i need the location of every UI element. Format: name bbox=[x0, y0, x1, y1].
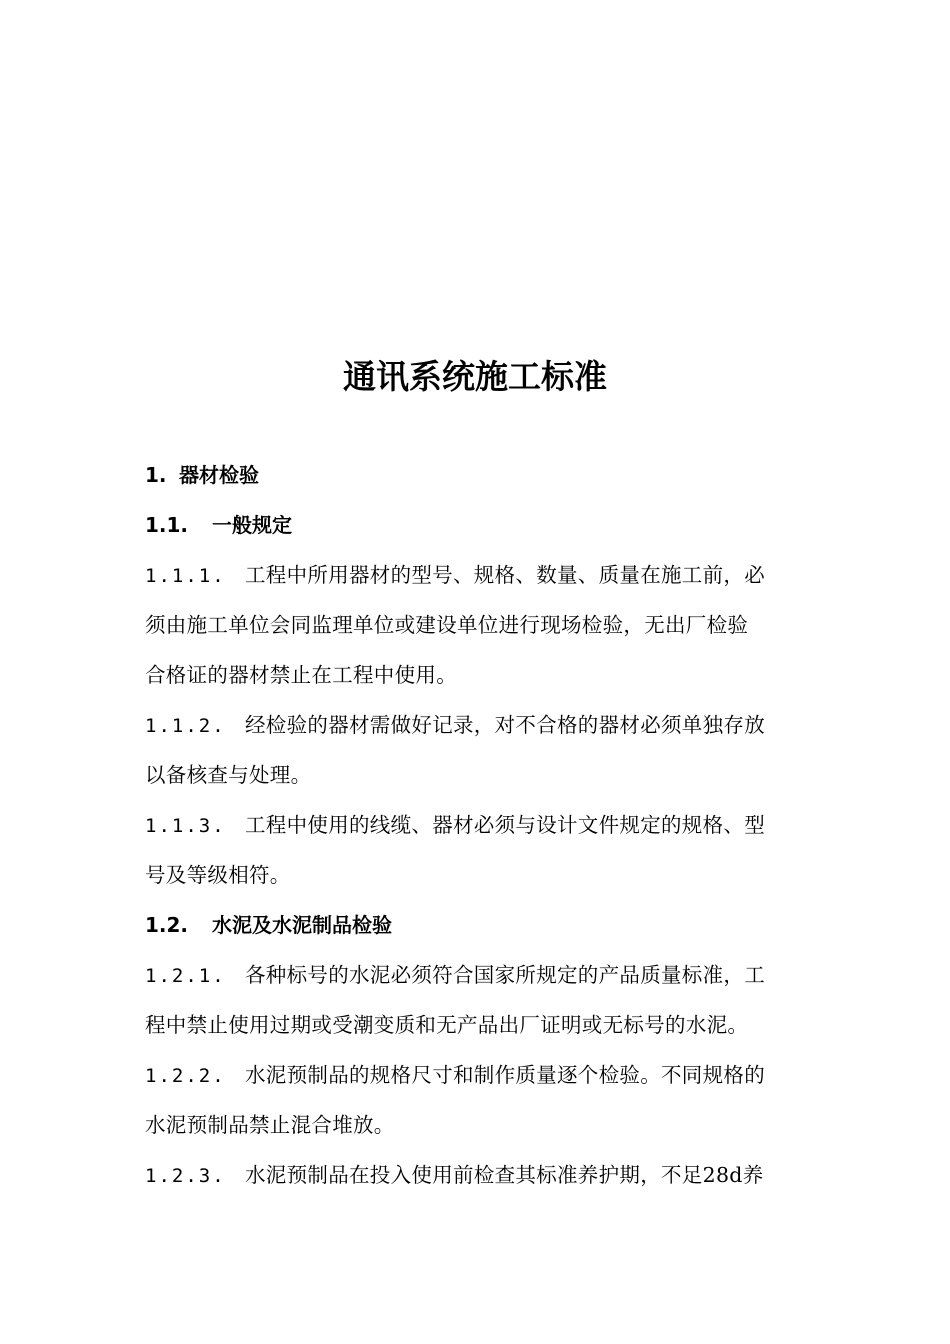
clause-number: 1.1.1. bbox=[145, 565, 226, 587]
clause-1-1-2-line-1 bbox=[145, 700, 807, 750]
clause-text: 程中禁止使用过期或受潮变质和无产品出厂证明或无标号的水泥。 bbox=[145, 1013, 749, 1037]
clause-text: 须由施工单位会同监理单位或建设单位进行现场检验，无出厂检验 bbox=[145, 613, 749, 637]
section-title: 器材检验 bbox=[179, 463, 259, 487]
clause-text: 号及等级相符。 bbox=[145, 863, 291, 887]
clause-text: 工程中使用的线缆、器材必须与设计文件规定的规格、型 bbox=[245, 813, 765, 837]
clause-text: 合格证的器材禁止在工程中使用。 bbox=[145, 663, 457, 687]
clause-number: 1.1.2. bbox=[145, 715, 226, 737]
clause-1-2-1-line-2 bbox=[145, 1000, 807, 1050]
section-number: 1. bbox=[145, 463, 167, 487]
clause-text: 各种标号的水泥必须符合国家所规定的产品质量标准，工 bbox=[245, 963, 765, 987]
clause-text: 以备核查与处理。 bbox=[145, 763, 312, 787]
clause-1-2-2-line-1 bbox=[145, 1050, 807, 1100]
clause-1-1-1-line-2 bbox=[145, 600, 807, 650]
clause-1-2-1-line-1 bbox=[145, 950, 807, 1000]
clause-number: 1.2.2. bbox=[145, 1065, 226, 1087]
clause-number: 1.2.3. bbox=[145, 1165, 226, 1187]
subsection-number: 1.1. bbox=[145, 513, 189, 537]
document-body bbox=[145, 450, 807, 1200]
clause-text: 水泥预制品在投入使用前检查其标准养护期，不足28d养 bbox=[245, 1163, 764, 1187]
clause-1-1-3-line-1 bbox=[145, 800, 807, 850]
clause-text: 工程中所用器材的型号、规格、数量、质量在施工前，必 bbox=[245, 563, 765, 587]
subsection-heading-1-1 bbox=[145, 500, 807, 550]
clause-1-1-2-line-2 bbox=[145, 750, 807, 800]
clause-text: 经检验的器材需做好记录，对不合格的器材必须单独存放 bbox=[245, 713, 765, 737]
subsection-title: 一般规定 bbox=[212, 513, 292, 537]
subsection-heading-1-2 bbox=[145, 900, 807, 950]
clause-number: 1.2.1. bbox=[145, 965, 226, 987]
subsection-title: 水泥及水泥制品检验 bbox=[212, 913, 392, 937]
clause-1-1-1-line-1 bbox=[145, 550, 807, 600]
section-heading-1 bbox=[145, 450, 807, 500]
clause-number: 1.1.3. bbox=[145, 815, 226, 837]
clause-text: 水泥预制品禁止混合堆放。 bbox=[145, 1113, 395, 1137]
clause-text: 水泥预制品的规格尺寸和制作质量逐个检验。不同规格的 bbox=[245, 1063, 765, 1087]
document-title: 通讯系统施工标准 bbox=[343, 357, 607, 396]
clause-1-2-3-line-1 bbox=[145, 1150, 807, 1200]
clause-1-1-3-line-2 bbox=[145, 850, 807, 900]
subsection-number: 1.2. bbox=[145, 913, 189, 937]
clause-1-1-1-line-3 bbox=[145, 650, 807, 700]
clause-1-2-2-line-2 bbox=[145, 1100, 807, 1150]
